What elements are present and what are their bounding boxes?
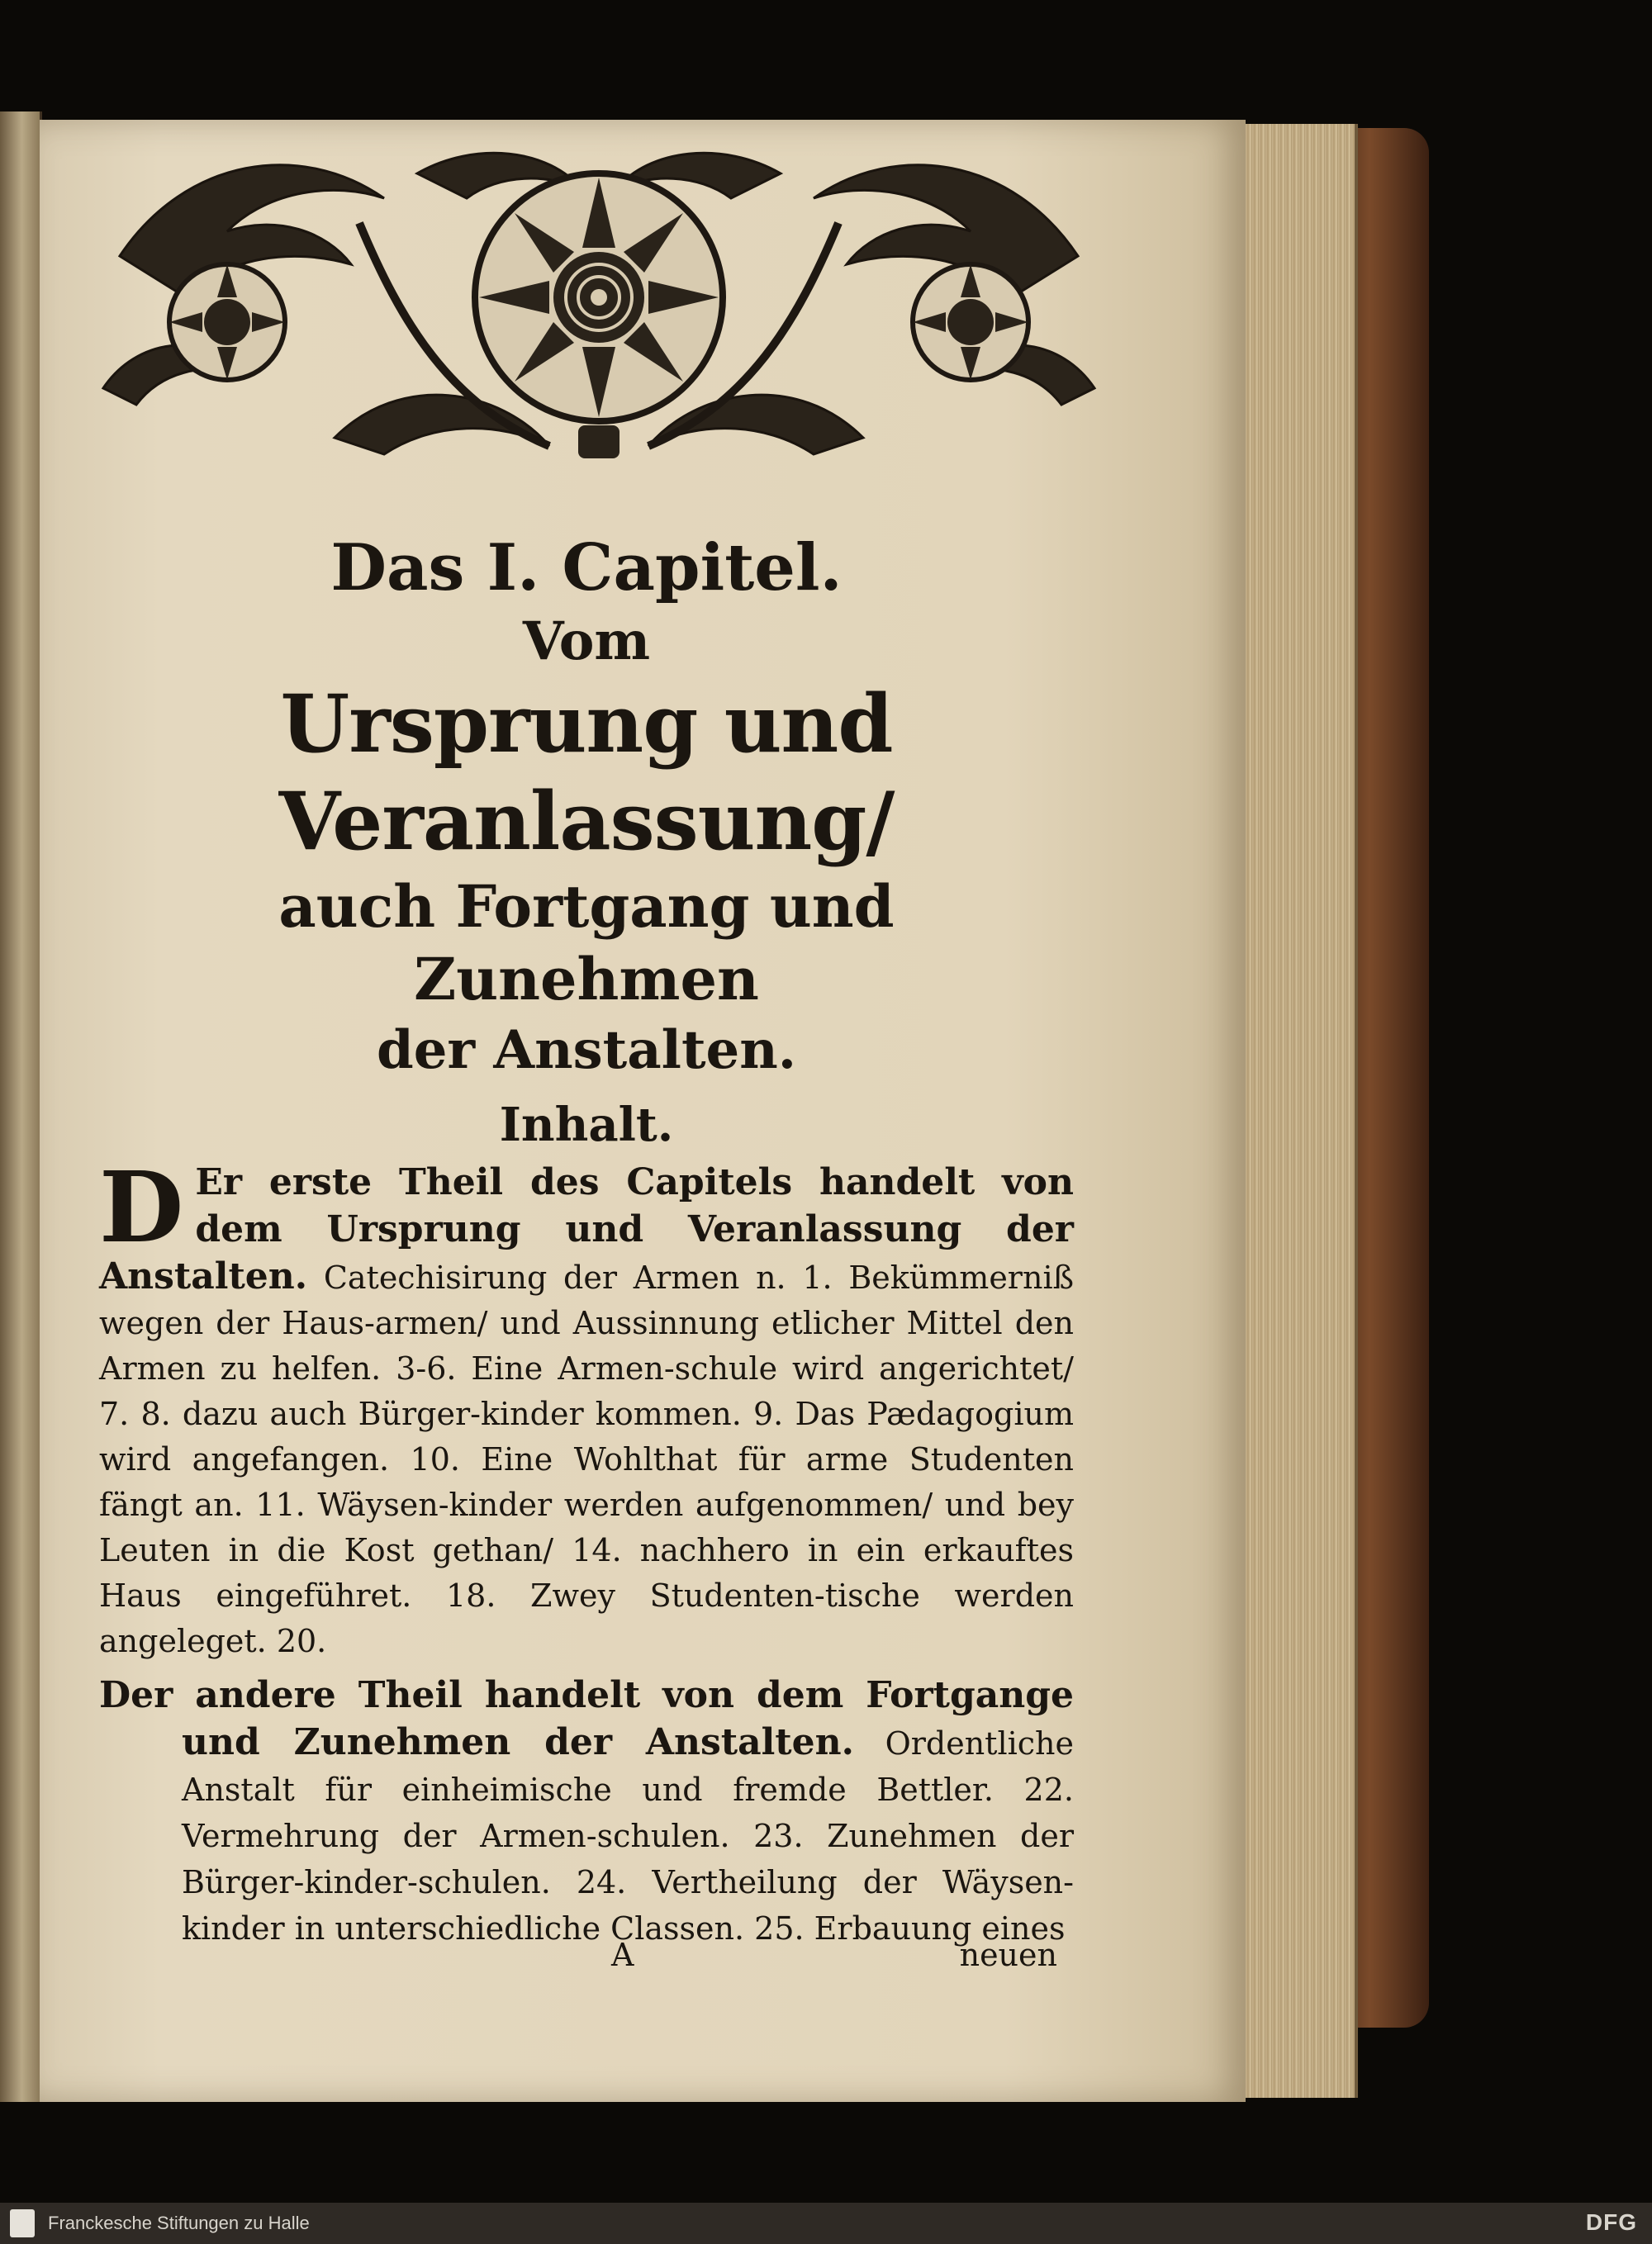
catchword: neuen xyxy=(959,1937,1057,1973)
heading-title-line3: der Anstalten. xyxy=(376,1019,797,1081)
left-page-edge xyxy=(0,111,42,2102)
heading-vom: Vom xyxy=(522,610,651,672)
funder-logo: DFG xyxy=(1585,2209,1637,2235)
paragraph-first-part xyxy=(99,1150,1074,1664)
institution-name: Franckesche Stiftungen zu Halle xyxy=(48,2213,310,2233)
paragraph2-lead: Der andere Theil handelt von dem Fortgange und Zunehmen der Anstalten. xyxy=(99,1674,1074,1763)
heading-inhalt: Inhalt. xyxy=(499,1098,674,1152)
chapter-heading: Das I. Capitel. xyxy=(330,530,843,605)
institution-logo-icon xyxy=(10,2209,35,2237)
chapter-text xyxy=(99,529,1074,1952)
paragraph2-body: Ordentliche Anstalt für einheimische und fremde Bettler. 22. Vermehrung der Armen-schulen. 23. Zunehmen der Bürger-kinder-schulen. 24. Vertheilung der Wäysen-kinder in unterschiedliche Classen. 25. Erbauung eines xyxy=(182,1725,1074,1947)
floral-headpiece-ornament xyxy=(87,124,1111,479)
drop-cap-initial: D xyxy=(99,1150,184,1264)
heading-title-line2: auch Fortgang und Zunehmen xyxy=(278,872,895,1013)
page-edges xyxy=(1239,124,1358,2098)
paragraph1-body: Catechisirung der Armen n. 1. Bekümmerniß wegen der Haus-armen/ und Aussinnung etlicher Mittel den Armen zu helfen. 3-6. Eine Armen-schule wird angerichtet/ 7. 8. dazu auch Bürger-kinder kommen. 9. Das Pædagogium wird angefangen. 10. Eine Wohlthat für arme Studenten fängt an. 11. Wäysen-kinder werden aufgenommen/ und bey Leuten in die Kost gethan/ 14. nachhero in ein erkauftes Haus eingeführet. 18. Zwey Studenten-tische werden angeleget. 20. xyxy=(99,1260,1074,1659)
viewer-footer-bar xyxy=(0,2203,1652,2244)
heading-title-line1: Ursprung und Veranlassung/ xyxy=(278,677,895,868)
paragraph1-lead: Er erste Theil des Capitels handelt von dem Ursprung und Veranlassung der Anstalten. xyxy=(99,1161,1074,1298)
paragraph-second-part xyxy=(99,1672,1074,1952)
signature-mark: A xyxy=(611,1937,634,1973)
